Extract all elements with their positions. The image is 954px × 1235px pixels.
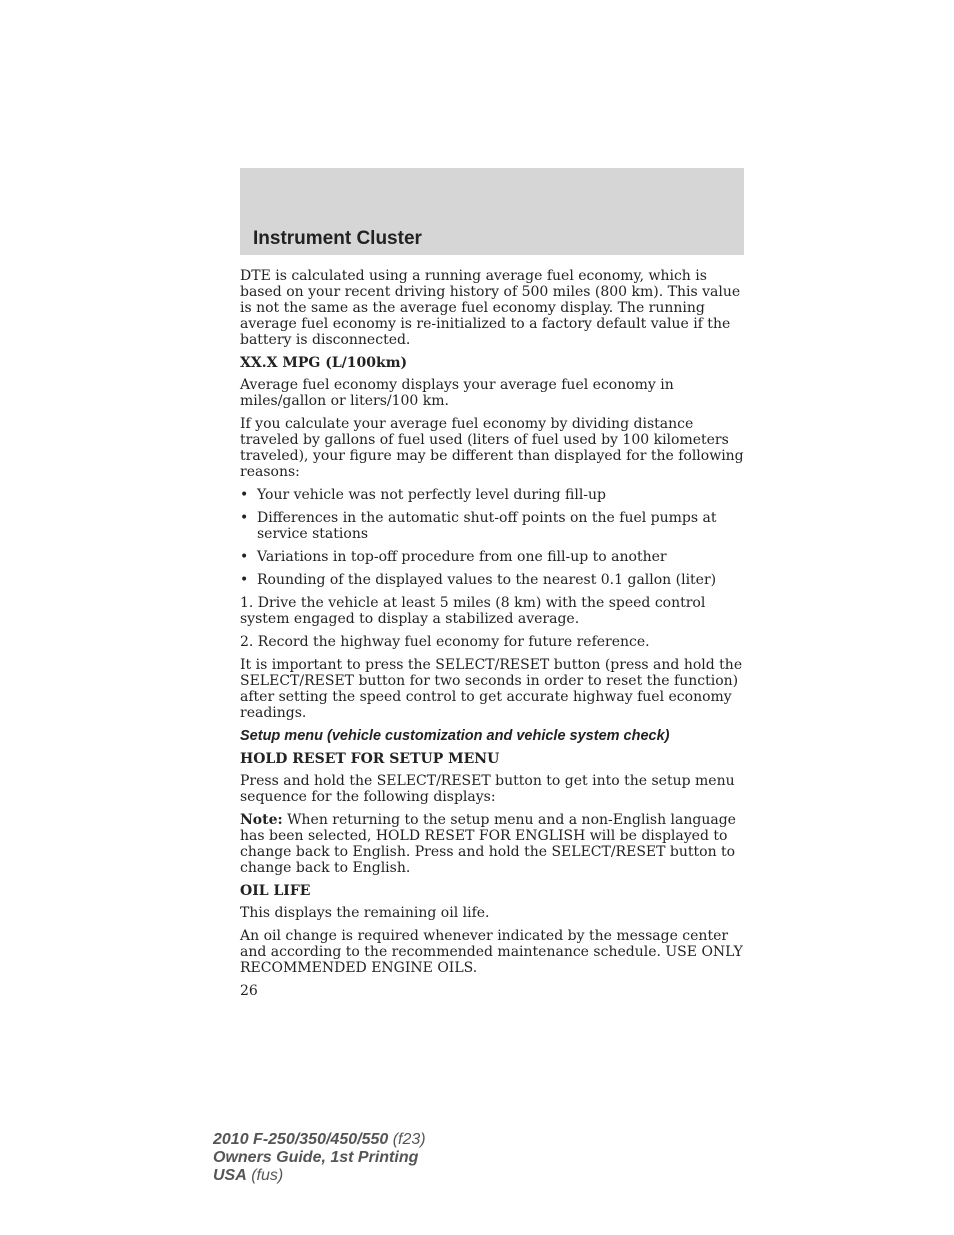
step-2: 2. Record the highway fuel economy for future reference. xyxy=(240,634,650,650)
bullet-icon: • xyxy=(240,510,249,526)
paragraph-oil-life: This displays the remaining oil life. xyxy=(240,905,490,921)
bullet-icon: • xyxy=(240,572,249,588)
note-paragraph xyxy=(240,812,746,876)
footer-market: USA xyxy=(213,1167,247,1184)
paragraph-calculation: If you calculate your average fuel economy by dividing distance traveled by gallons of fuel used (liters of fuel used by 100 kilometers traveled), your figure may be different than displayed for the following reasons: xyxy=(240,416,744,480)
list-item-text: Variations in top-off procedure from one fill-up to another xyxy=(257,549,667,565)
note-label: Note: xyxy=(240,812,283,828)
paragraph-select-reset: It is important to press the SELECT/RESET button (press and hold the SELECT/RESET button for two seconds in order to reset the function) after setting the speed control to get accurate highway fuel economy readings. xyxy=(240,657,743,721)
list-item-text: Rounding of the displayed values to the nearest 0.1 gallon (liter) xyxy=(257,572,717,588)
list-item xyxy=(240,572,746,588)
footer-model-code: (f23) xyxy=(388,1131,426,1148)
paragraph-press-hold: Press and hold the SELECT/RESET button to get into the setup menu sequence for the following displays: xyxy=(240,773,735,805)
list-item-text: Differences in the automatic shut-off points on the fuel pumps at service stations xyxy=(257,510,717,542)
reasons-list xyxy=(240,487,746,588)
step-1: 1. Drive the vehicle at least 5 miles (8 km) with the speed control system engaged to display a stabilized average. xyxy=(240,595,706,627)
document-footer xyxy=(213,1131,426,1185)
paragraph-oil-change: An oil change is required whenever indicated by the message center and according to the recommended maintenance schedule. USE ONLY RECOMMENDED ENGINE OILS. xyxy=(240,928,743,976)
page-content xyxy=(240,268,746,1006)
heading-hold-reset: HOLD RESET FOR SETUP MENU xyxy=(240,751,500,767)
paragraph-dte: DTE is calculated using a running average fuel economy, which is based on your recent driving history of 500 miles (800 km). This value is not the same as the average fuel economy display. The running average fuel economy is re-initialized to a factory default value if the battery is disconnected. xyxy=(240,268,741,348)
note-text: When returning to the setup menu and a non-English language has been selected, HOLD RESET FOR ENGLISH will be displayed to change back to English. Press and hold the SELECT/RESET button to change back to English. xyxy=(240,812,736,876)
heading-mpg: XX.X MPG (L/100km) xyxy=(240,355,408,371)
footer-line-1 xyxy=(213,1131,426,1149)
page-number: 26 xyxy=(240,983,258,999)
list-item-text: Your vehicle was not perfectly level during fill-up xyxy=(257,487,607,503)
footer-line-2: Owners Guide, 1st Printing xyxy=(213,1149,419,1166)
heading-setup-menu: Setup menu (vehicle customization and vehicle system check) xyxy=(240,728,670,744)
footer-model: 2010 F-250/350/450/550 xyxy=(213,1131,389,1148)
bullet-icon: • xyxy=(240,549,249,565)
heading-oil-life: OIL LIFE xyxy=(240,883,311,899)
footer-market-code: (fus) xyxy=(246,1167,284,1184)
bullet-icon: • xyxy=(240,487,249,503)
footer-line-3 xyxy=(213,1167,426,1185)
list-item xyxy=(240,549,746,565)
list-item xyxy=(240,510,746,542)
section-title: Instrument Cluster xyxy=(253,228,422,249)
paragraph-average-fuel-economy: Average fuel economy displays your average fuel economy in miles/gallon or liters/100 km. xyxy=(240,377,674,409)
list-item xyxy=(240,487,746,503)
